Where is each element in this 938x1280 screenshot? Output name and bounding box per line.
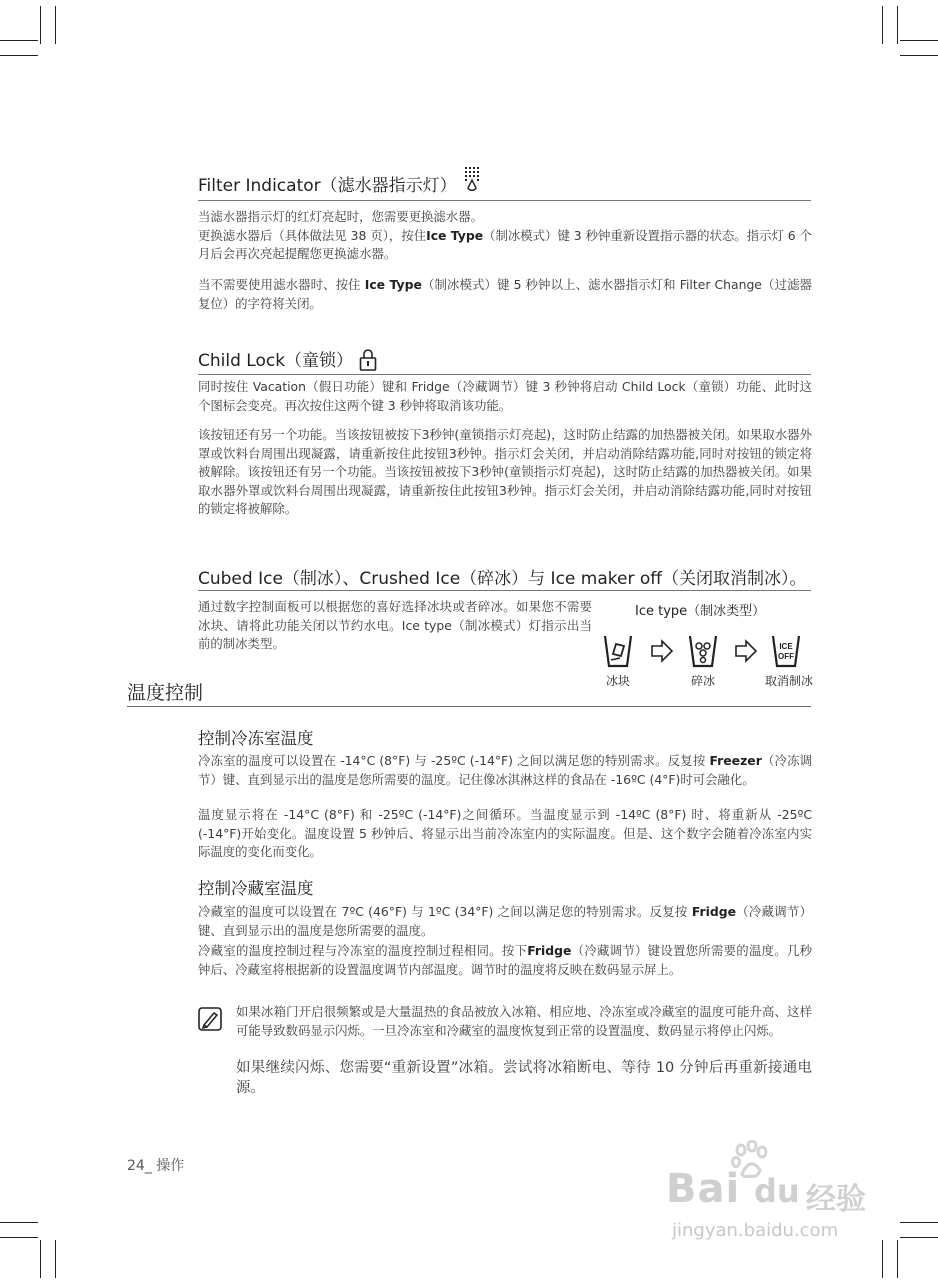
freezer-text: （冷冻调节）键、直到显示出的温度是您所需要的温度。记住像冰淇淋这样的食品在 -16ºC (4°F)时可会融化。 xyxy=(198,753,813,787)
filter-text: （制冰模式）键 5 秒钟以上、滤水器指示灯和 Filter Change（过滤器复位）的字符将关闭。 xyxy=(198,277,812,311)
page-footer: 24_ 操作 xyxy=(127,1158,185,1174)
note-icon xyxy=(198,1007,222,1031)
freezer-paragraph-2: 温度显示将在 -14°C (8°F) 和 -25ºC (-14°F)之间循环。当温度显示到 -14ºC (8°F) 时、将重新从 -25ºC (-14°F)开始变化。温度设置 5 秒钟后、将显示出当前冷冻室内的实际温度。但是、这个数字会随着冷冻室内实际温度的变化而变化。 xyxy=(198,807,812,860)
crop-mark xyxy=(882,6,883,44)
ice-off-text: OFF xyxy=(778,652,794,661)
freezer-text: 冷冻室的温度可以设置在 -14°C (8°F) 与 -25ºC (-14°F) 之间以满足您的特别需求。反复按 xyxy=(198,753,710,768)
section-rule xyxy=(198,200,811,201)
ice-type-key: Ice Type xyxy=(426,227,484,243)
crop-mark xyxy=(0,55,38,56)
crushed-ice-icon xyxy=(690,636,716,666)
ice-off-text: ICE xyxy=(779,642,793,651)
crop-mark xyxy=(900,40,938,41)
fridge-key: Fridge xyxy=(691,904,736,919)
freezer-title: 控制冷冻室温度 xyxy=(198,729,314,748)
cubed-ice-icon xyxy=(605,636,631,666)
ice-off-icon xyxy=(773,636,799,666)
lock-icon xyxy=(359,349,377,371)
fridge-key: Fridge xyxy=(527,943,572,958)
main-rule xyxy=(127,706,811,707)
watermark-du: du xyxy=(754,1172,800,1210)
child-lock-paragraph-1: 同时按住 Vacation（假日功能）键和 Fridge（冷藏调节）键 3 秒钟将启动 Child Lock（童锁）功能、此时这个图标会变亮。再次按住这两个键 3 秒钟将取消该功能。 xyxy=(198,379,812,413)
fridge-text: 冷藏室的温度控制过程与冷冻室的温度控制过程相同。按下 xyxy=(198,943,528,958)
filter-icon xyxy=(463,166,483,196)
crop-mark xyxy=(897,1240,898,1278)
child-lock-title-text: Child Lock（童锁） xyxy=(198,351,354,371)
arrow-icon xyxy=(736,641,756,661)
ice-off-label: 取消制冰 xyxy=(764,674,813,688)
cubed-ice-label: 冰块 xyxy=(605,674,630,688)
crop-mark xyxy=(55,6,56,44)
baidu-watermark xyxy=(666,1140,876,1250)
note-paragraph-1: 如果冰箱门开启很频繁或是大量温热的食品被放入冰箱、相应地、冷冻室或冷藏室的温度可能升高、这样可能导致数码显示闪烁。一旦冷冻室和冷藏室的温度恢复到正常的设置温度、数码显示将停止闪烁。 xyxy=(236,1004,812,1038)
ice-paragraph: 通过数字控制面板可以根据您的喜好选择冰块或者碎冰。如果您不需要冰块、请将此功能关闭以节约水电。Ice type（制冰模式）灯指示出当前的制冰类型。 xyxy=(198,599,592,652)
fridge-title: 控制冷藏室温度 xyxy=(198,879,314,898)
arrow-icon xyxy=(652,641,672,661)
crop-mark xyxy=(0,1222,38,1223)
fridge-text: 冷藏室的温度可以设置在 7ºC (46°F) 与 1ºC (34°F) 之间以满足您的特别需求。反复按 xyxy=(198,904,692,919)
filter-paragraph-2 xyxy=(198,276,812,313)
watermark-brand-cn: 经验 xyxy=(806,1182,866,1217)
fridge-text: （冷藏调节）键设置您所需要的温度。几秒钟后、冷藏室将根据新的设置温度调节内部温度。调节时的温度将反映在数码显示屏上。 xyxy=(198,943,813,977)
filter-paragraph-1 xyxy=(198,208,812,264)
note-paragraph-2: 如果继续闪烁、您需要“重新设置”冰箱。尝试将冰箱断电、等待 10 分钟后再重新接通电源。 xyxy=(236,1060,812,1096)
child-lock-paragraph-2: 该按钮还有另一个功能。当该按钮被按下3秒钟(童锁指示灯亮起)，这时防止结露的加热器被关闭。如果取水器外罩或饮料台周围出现凝露，请重新按住此按钮3秒钟。指示灯会关闭，并启动消除结露功能,同时对按钮的锁定将被解除。该按钮还有另一个功能。当该按钮被按下3秒钟(童锁指示灯亮起)，这时防止结露的加热器被关闭。如果取水器外罩或饮料台周围出现凝露，请重新按住此按钮3秒钟。指示灯会关闭，并启动消除结露功能,同时对按钮的锁定将被解除。 xyxy=(198,427,812,517)
filter-section-title xyxy=(198,166,810,196)
fridge-paragraph-1 xyxy=(198,903,812,940)
crop-mark xyxy=(900,1237,938,1238)
ice-type-diagram xyxy=(600,632,830,672)
ice-title-text: Cubed Ice（制冰）、Crushed Ice（碎冰）与 Ice maker off（关闭取消制冰）。 xyxy=(198,569,807,589)
section-rule xyxy=(198,374,811,375)
filter-text: 更换滤水器后（具体做法见 38 页），按住 xyxy=(198,227,427,243)
freezer-key: Freezer xyxy=(709,753,762,768)
watermark-url: jingyan.baidu.com xyxy=(672,1220,839,1241)
crop-mark xyxy=(0,1237,38,1238)
filter-text: 当滤水器指示灯的红灯亮起时，您需要更换滤水器。 xyxy=(198,209,483,224)
ice-type-key: Ice Type xyxy=(364,277,422,292)
freezer-paragraph-1 xyxy=(198,752,812,789)
child-lock-section-title xyxy=(198,346,810,371)
crop-mark xyxy=(900,1222,938,1223)
ice-type-diagram-title: Ice type（制冰类型） xyxy=(635,604,766,619)
filter-title-text: Filter Indicator（滤水器指示灯） xyxy=(198,176,457,196)
fridge-paragraph-2 xyxy=(198,942,812,979)
crop-mark xyxy=(882,1240,883,1278)
crop-mark xyxy=(900,55,938,56)
crushed-ice-label: 碎冰 xyxy=(690,674,715,688)
filter-text: 当不需要使用滤水器时、按住 xyxy=(198,277,365,292)
ice-section-title xyxy=(198,564,810,589)
filter-text: （制冰模式）键 3 秒钟重新设置指示器的状态。指示灯 6 个月后会再次亮起提醒您更换滤水器。 xyxy=(198,227,813,262)
crop-mark xyxy=(0,40,38,41)
fridge-text: （冷藏调节）键、直到显示出的温度是您所需要的温度。 xyxy=(198,904,812,938)
temperature-control-title: 温度控制 xyxy=(127,682,204,704)
crop-mark xyxy=(40,6,41,44)
crop-mark xyxy=(40,1240,41,1278)
crop-mark xyxy=(897,6,898,44)
section-rule xyxy=(198,590,811,591)
crop-mark xyxy=(55,1240,56,1278)
watermark-brand: Bai xyxy=(666,1166,741,1212)
